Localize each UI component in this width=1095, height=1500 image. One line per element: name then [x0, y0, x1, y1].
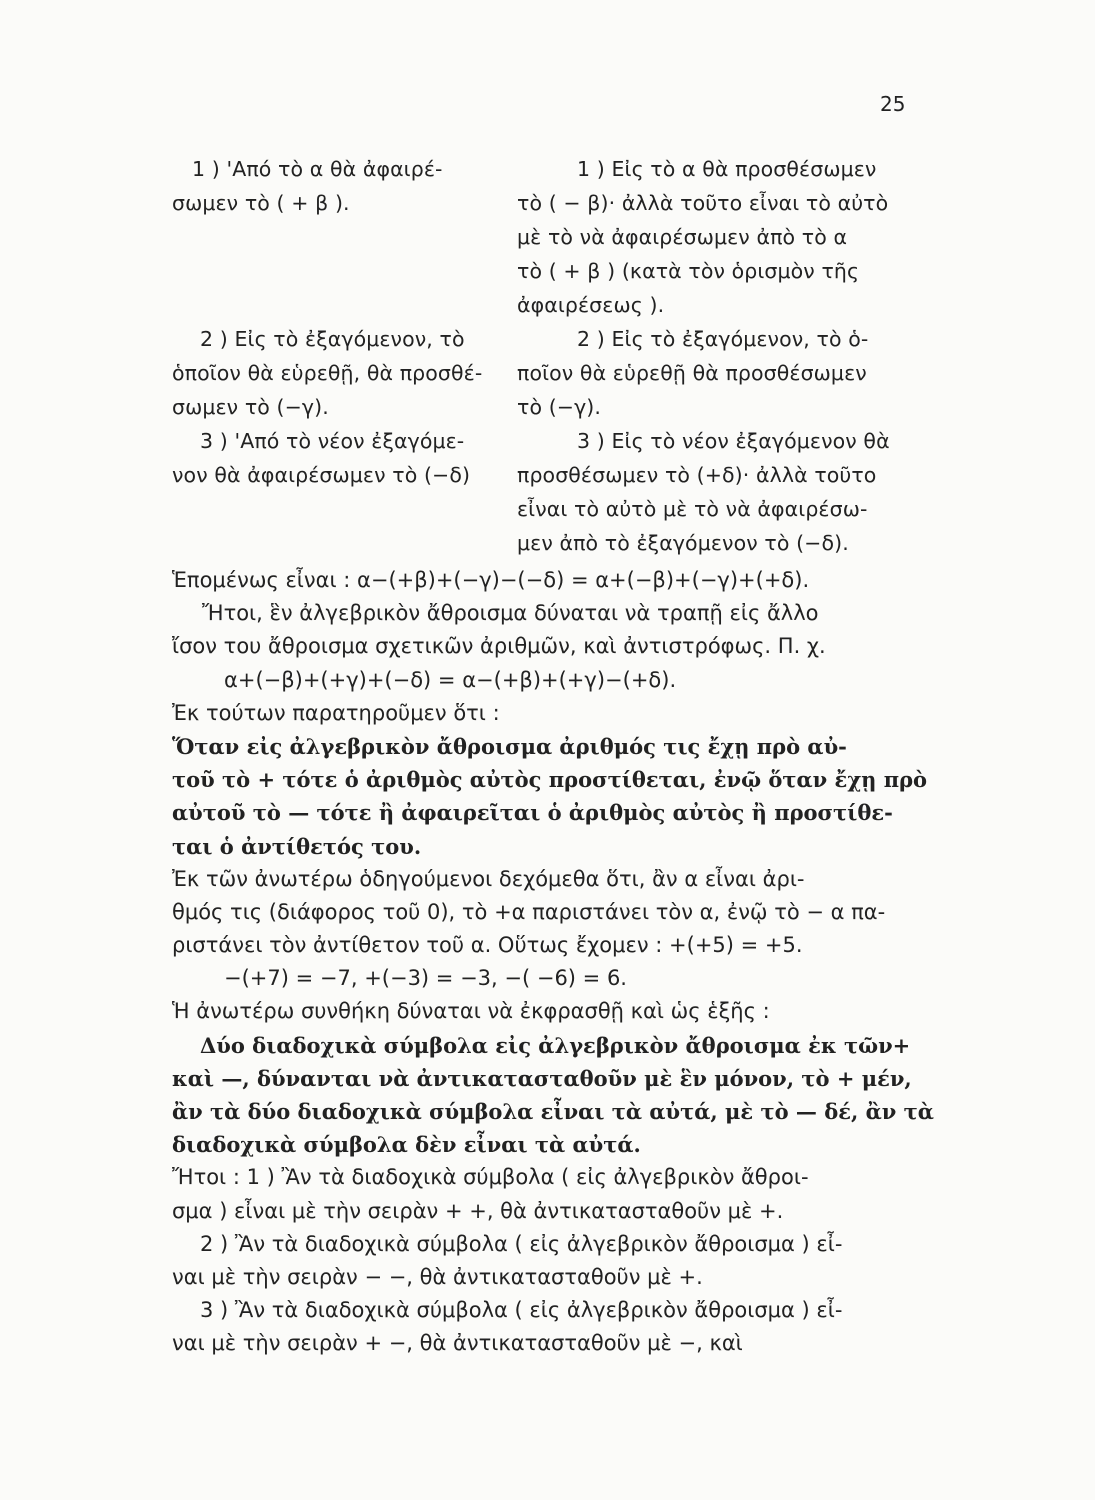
left-column: [172, 152, 502, 492]
text-line: Ἐκ τῶν ἀνωτέρω ὁδηγούμενοι δεχόμεθα ὅτι, ἂν α εἶναι ἀρι-: [172, 866, 805, 891]
equation: −(+7) = −7, +(−3) = −3, −( −6) = 6.: [224, 966, 627, 991]
text-line: σωμεν τὸ ( + β ).: [172, 191, 350, 215]
text-line: Ἐκ τούτων παρατηροῦμεν ὅτι :: [172, 700, 500, 725]
text-line: ποῖον θὰ εὑρεθῇ θὰ προσθέσωμεν: [517, 361, 867, 385]
right-column: [517, 152, 910, 560]
text-line: σωμεν τὸ (−γ).: [172, 395, 329, 419]
text-line: 2 ) Εἰς τὸ ἐξαγόμενον, τὸ: [200, 327, 465, 351]
text-line: ναι μὲ τὴν σειρὰν − −, θὰ ἀντικατασταθοῦν μὲ +.: [172, 1264, 703, 1289]
text-line: νον θὰ ἀφαιρέσωμεν τὸ (−δ): [172, 463, 471, 487]
bold-rule-line: καὶ —, δύνανται νὰ ἀντικατασταθοῦν μὲ ἓν μόνον, τὸ + μέν,: [172, 1065, 912, 1091]
main-text: [172, 564, 934, 1361]
text-line: ἀφαιρέσεως ).: [517, 293, 665, 317]
text-line: 2 ) Ἂν τὰ διαδοχικὰ σύμβολα ( εἰς ἀλγεβρικὸν ἄθροισμα ) εἶ-: [200, 1231, 843, 1256]
text-line: Ἤτοι : 1 ) Ἂν τὰ διαδοχικὰ σύμβολα ( εἰς ἀλγεβρικὸν ἄθροι-: [172, 1165, 809, 1190]
text-line: 3 ) 'Από τὸ νέον ἐξαγόμε-: [200, 429, 465, 453]
text-line: 3 ) Εἰς τὸ νέον ἐξαγόμενον θὰ: [577, 429, 890, 453]
text-line: ναι μὲ τὴν σειρὰν + −, θὰ ἀντικατασταθοῦν μὲ −, καὶ: [172, 1331, 743, 1356]
text-line: μὲ τὸ νὰ ἀφαιρέσωμεν ἀπὸ τὸ α: [517, 225, 848, 249]
text-line: ριστάνει τὸν ἀντίθετον τοῦ α. Οὕτως ἔχομεν : +(+5) = +5.: [172, 933, 803, 958]
text-line: τὸ ( + β ) (κατὰ τὸν ὁρισμὸν τῆς: [517, 259, 860, 283]
text-line: σμα ) εἶναι μὲ τὴν σειρὰν + +, θὰ ἀντικατασταθοῦν μὲ +.: [172, 1198, 784, 1223]
text-line: εἶναι τὸ αὐτὸ μὲ τὸ νὰ ἀφαιρέσω-: [517, 497, 868, 521]
text-line: 1 ) Εἰς τὸ α θὰ προσθέσωμεν: [577, 157, 877, 181]
text-line: 1 ) 'Από τὸ α θὰ ἀφαιρέ-: [192, 157, 443, 181]
bold-rule-line: Δύο διαδοχικὰ σύμβολα εἰς ἀλγεβρικὸν ἄθροισμα ἐκ τῶν+: [200, 1032, 911, 1058]
text-line: προσθέσωμεν τὸ (+δ)· ἀλλὰ τοῦτο: [517, 463, 877, 487]
bold-rule-line: διαδοχικὰ σύμβολα δὲν εἶναι τὰ αὐτά.: [172, 1132, 641, 1158]
text-line: μεν ἀπὸ τὸ ἐξαγόμενον τὸ (−δ).: [517, 531, 849, 555]
text-line: 2 ) Εἰς τὸ ἐξαγόμενον, τὸ ὁ-: [577, 327, 869, 351]
text-line: ὁποῖον θὰ εὑρεθῇ, θὰ προσθέ-: [172, 361, 483, 385]
bold-rule-line: ἂν τὰ δύο διαδοχικὰ σύμβολα εἶναι τὰ αὐτά, μὲ τὸ — δέ, ἂν τὰ: [172, 1099, 934, 1124]
bold-rule-line: ται ὁ ἀντίθετός του.: [172, 833, 422, 859]
text-line: 3 ) Ἂν τὰ διαδοχικὰ σύμβολα ( εἰς ἀλγεβρικὸν ἄθροισμα ) εἶ-: [200, 1298, 843, 1323]
page-number: 25: [880, 92, 906, 116]
text-line: ἴσον του ἄθροισμα σχετικῶν ἀριθμῶν, καὶ ἀντιστρόφως. Π. χ.: [172, 634, 826, 659]
text-line: Ἑπομένως εἶναι : α−(+β)+(−γ)−(−δ) = α+(−β)+(−γ)+(+δ).: [172, 568, 810, 592]
bold-rule-line: τοῦ τὸ + τότε ὁ ἀριθμὸς αὐτὸς προστίθεται, ἐνῷ ὅταν ἔχῃ πρὸ: [172, 767, 928, 793]
bold-rule-line: Ὅταν εἰς ἀλγεβρικὸν ἄθροισμα ἀριθμός τις ἔχῃ πρὸ αὐ-: [172, 733, 847, 759]
text-line: Ἤτοι, ἓν ἀλγεβρικὸν ἄθροισμα δύναται νὰ τραπῇ εἰς ἄλλο: [202, 601, 819, 626]
text-line: τὸ (−γ).: [517, 395, 602, 419]
bold-rule-line: αὐτοῦ τὸ — τότε ἢ ἀφαιρεῖται ὁ ἀριθμὸς αὐτὸς ἢ προστίθε-: [172, 800, 893, 826]
text-line: θμός τις (διάφορος τοῦ 0), τὸ +α παριστάνει τὸν α, ἐνῷ τὸ − α πα-: [172, 899, 886, 924]
text-line: Ἡ ἀνωτέρω συνθήκη δύναται νὰ ἐκφρασθῇ καὶ ὡς ἑξῆς :: [172, 999, 770, 1024]
equation: α+(−β)+(+γ)+(−δ) = α−(+β)+(+γ)−(+δ).: [224, 667, 677, 692]
text-line: τὸ ( − β)· ἀλλὰ τοῦτο εἶναι τὸ αὐτὸ: [517, 191, 889, 215]
